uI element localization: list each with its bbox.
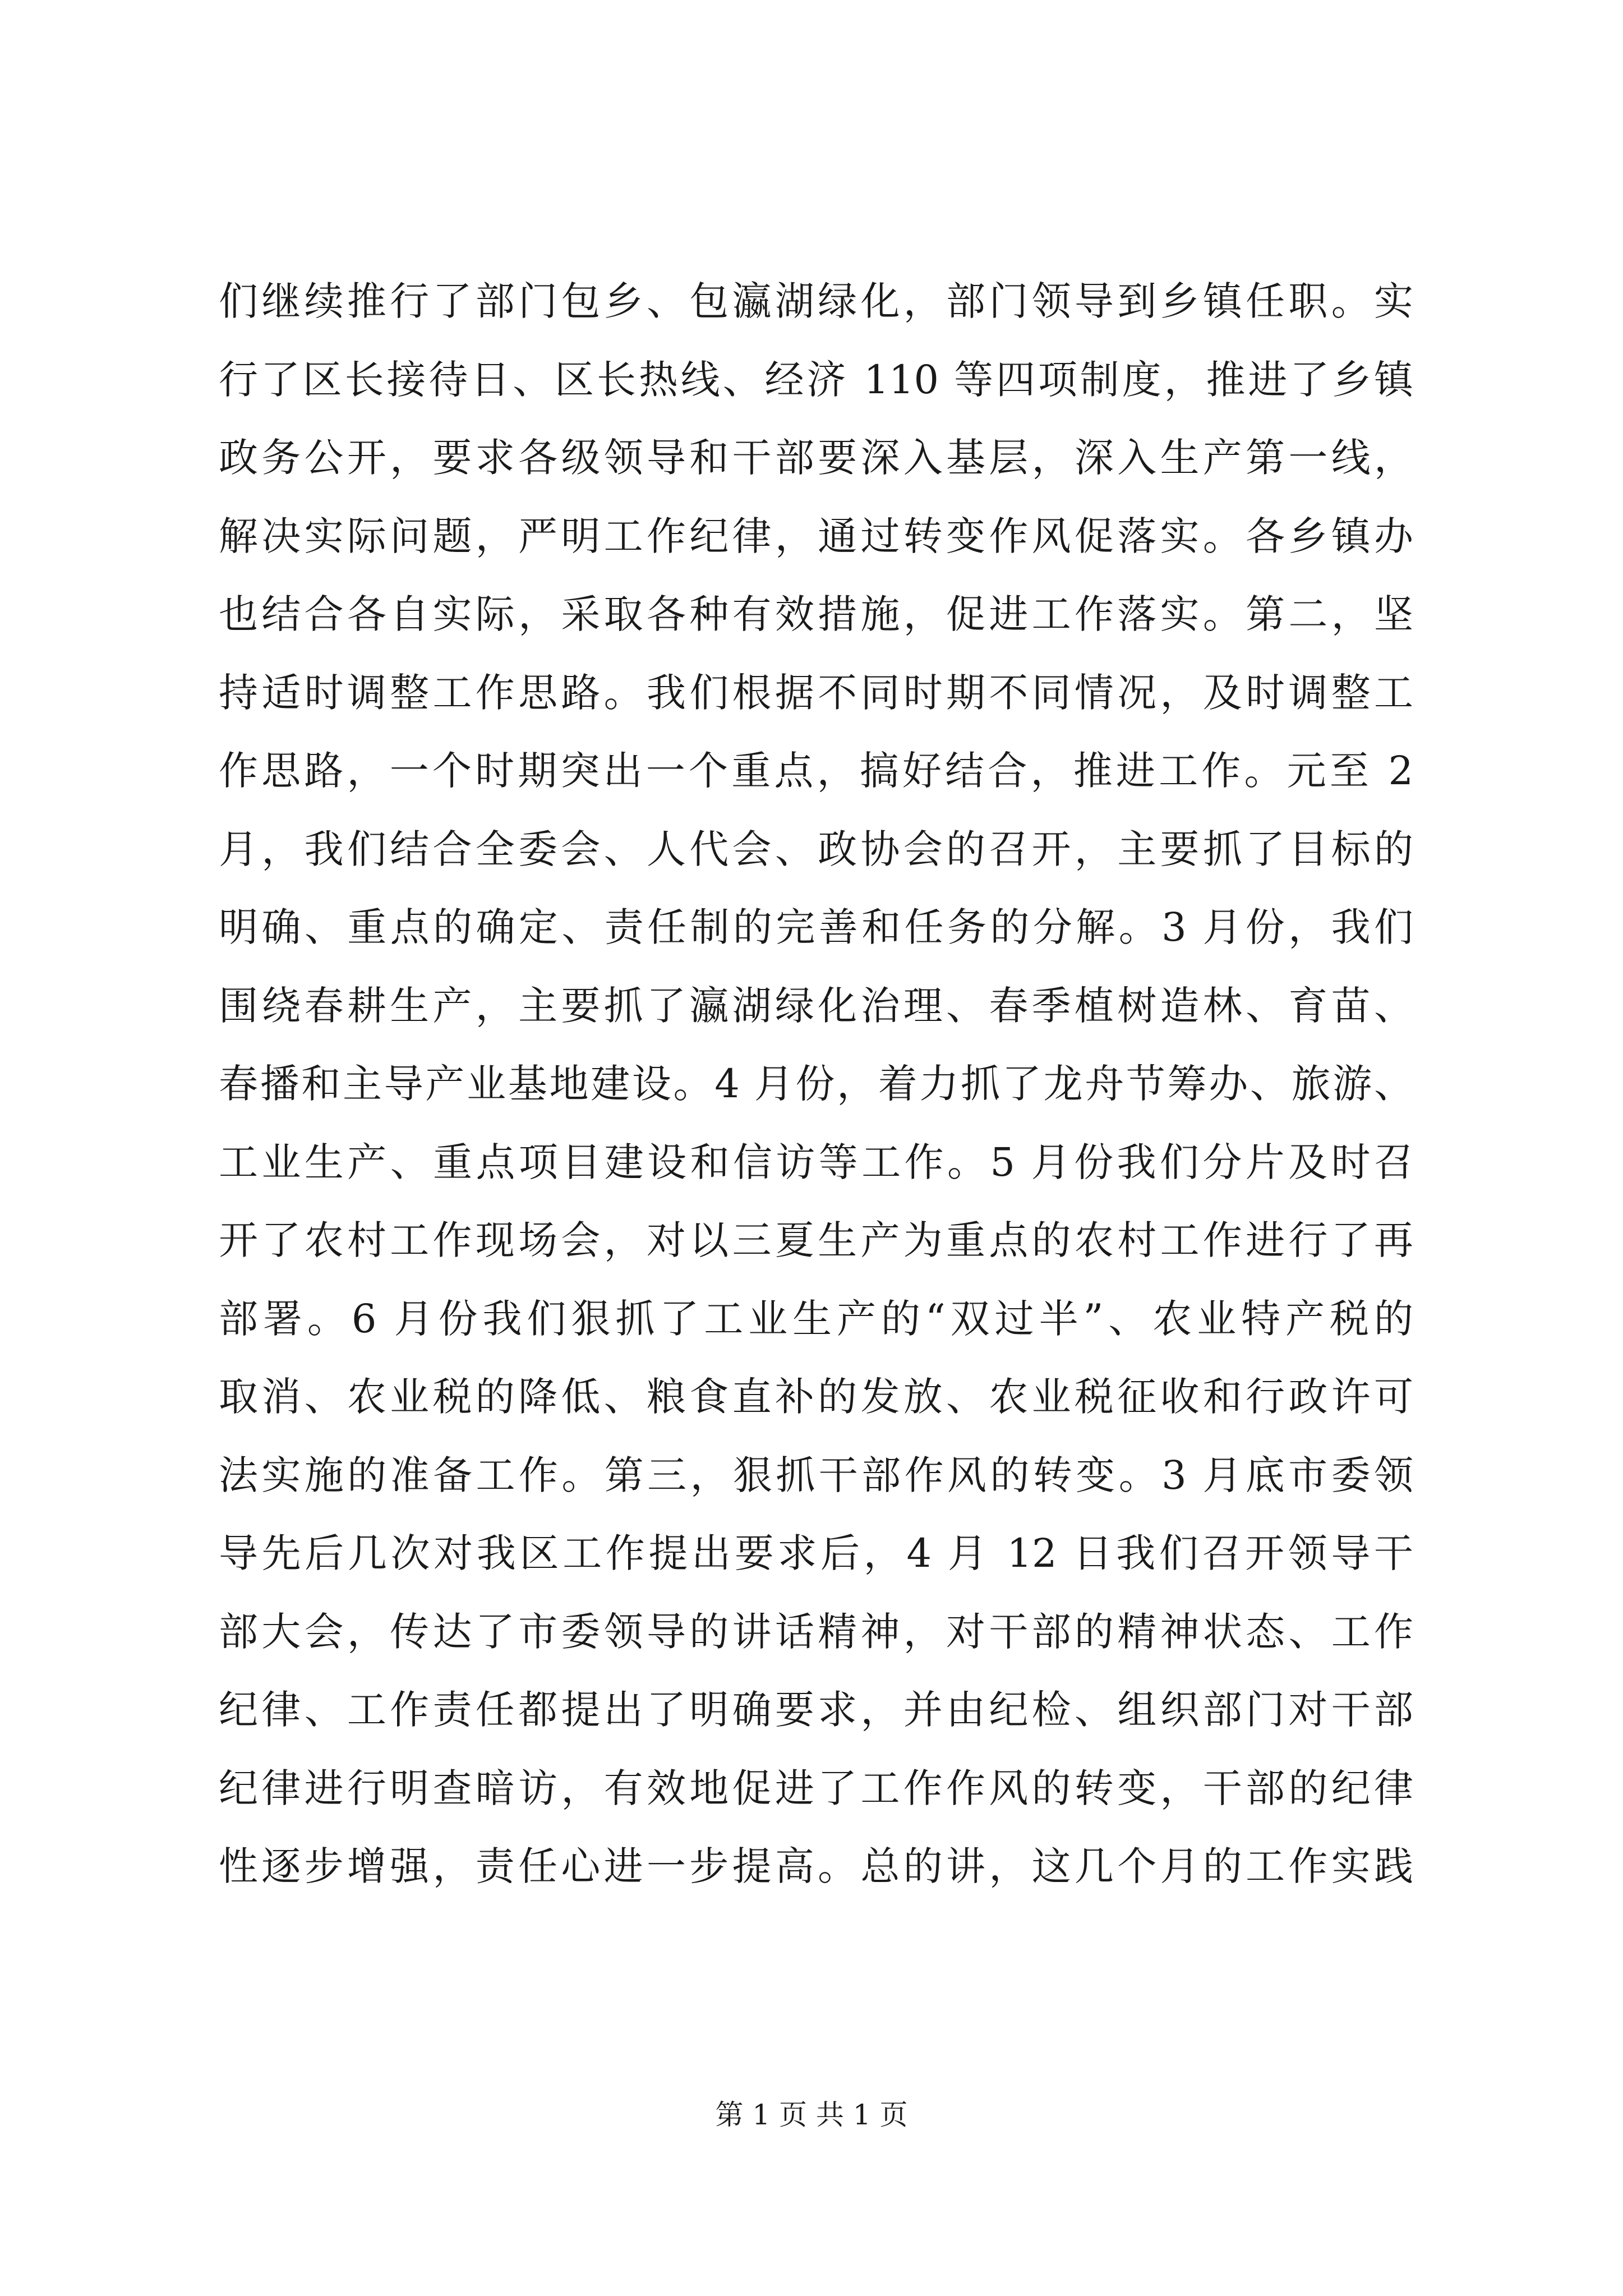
text-line: 作思路，一个时期突出一个重点，搞好结合，推进工作。元至 2 [219, 748, 1413, 794]
text-line: 行了区长接待日、区长热线、经济 110 等四项制度，推进了乡镇 [219, 356, 1413, 403]
text-line: 围绕春耕生产，主要抓了瀛湖绿化治理、春季植树造林、育苗、 [219, 982, 1413, 1029]
text-line: 工业生产、重点项目建设和信访等工作。5 月份我们分片及时召 [219, 1139, 1413, 1185]
text-line: 春播和主导产业基地建设。4 月份，着力抓了龙舟节筹办、旅游、 [219, 1061, 1413, 1107]
text-line: 政务公开，要求各级领导和干部要深入基层，深入生产第一线， [219, 435, 1413, 481]
text-line: 月，我们结合全委会、人代会、政协会的召开，主要抓了目标的 [219, 826, 1413, 872]
text-line: 导先后几次对我区工作提出要求后，4 月 12 日我们召开领导干 [219, 1530, 1413, 1576]
text-line: 开了农村工作现场会，对以三夏生产为重点的农村工作进行了再 [219, 1217, 1413, 1263]
text-line: 持适时调整工作思路。我们根据不同时期不同情况，及时调整工 [219, 669, 1413, 716]
page-number-footer: 第 1 页 共 1 页 [715, 2099, 908, 2131]
text-line: 纪律进行明查暗访，有效地促进了工作作风的转变，干部的纪律 [219, 1765, 1413, 1811]
body-text [219, 263, 1413, 1906]
text-line: 性逐步增强，责任心进一步提高。总的讲，这几个月的工作实践 [219, 1843, 1413, 1889]
text-line: 们继续推行了部门包乡、包瀛湖绿化，部门领导到乡镇任职。实 [219, 278, 1413, 324]
text-line: 解决实际问题，严明工作纪律，通过转变作风促落实。各乡镇办 [219, 513, 1413, 559]
text-line: 法实施的准备工作。第三，狠抓干部作风的转变。3 月底市委领 [219, 1452, 1413, 1498]
text-line: 明确、重点的确定、责任制的完善和任务的分解。3 月份，我们 [219, 904, 1413, 950]
text-line: 取消、农业税的降低、粮食直补的发放、农业税征收和行政许可 [219, 1374, 1413, 1420]
text-line: 部署。6 月份我们狠抓了工业生产的“双过半”、农业特产税的 [219, 1295, 1413, 1342]
text-line: 也结合各自实际，采取各种有效措施，促进工作落实。第二，坚 [219, 591, 1413, 637]
text-line: 部大会，传达了市委领导的讲话精神，对干部的精神状态、工作 [219, 1608, 1413, 1655]
text-line: 纪律、工作责任都提出了明确要求，并由纪检、组织部门对干部 [219, 1687, 1413, 1733]
